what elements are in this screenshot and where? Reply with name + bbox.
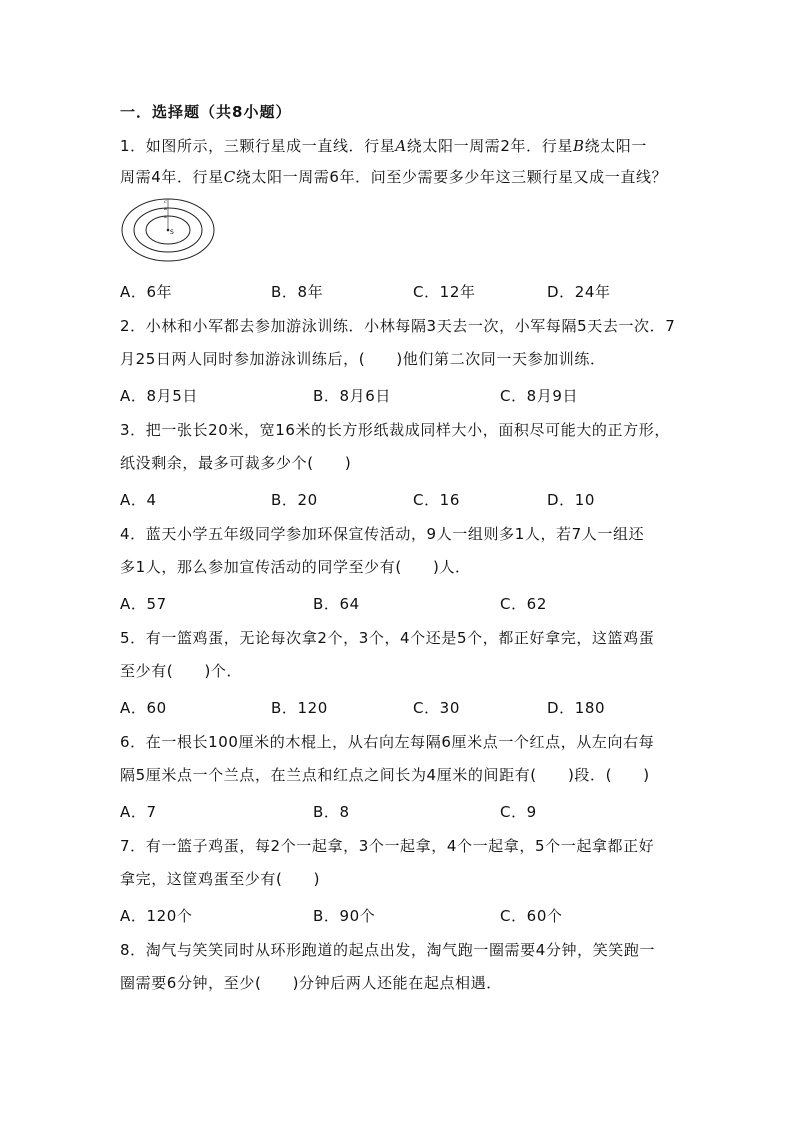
- planet-c-label: C: [223, 168, 236, 186]
- question-1-line-2: [120, 166, 690, 187]
- figure-planet-c-label: C: [164, 199, 168, 204]
- question-7-number: 7．: [120, 837, 146, 855]
- question-8-line-1: [120, 939, 690, 960]
- question-6-option-b: B．8: [313, 803, 350, 821]
- question-1-text: 周需4年．行星: [120, 168, 224, 186]
- question-8-line-2: 圈需要6分钟，至少( )分钟后两人还能在起点相遇．: [120, 974, 502, 992]
- figure-planet-b-label: B: [164, 206, 167, 211]
- question-1-text: 绕太阳一周需2年．行星: [406, 137, 573, 155]
- question-1-option-b: B．8年: [271, 283, 324, 301]
- question-5-option-b: B．120: [271, 699, 328, 717]
- question-1-option-c: C．12年: [413, 283, 476, 301]
- question-3-option-c: C．16: [413, 491, 460, 509]
- planet-a-label: A: [395, 137, 407, 155]
- question-8-number: 8．: [120, 941, 146, 959]
- question-1-text: 绕太阳一周需6年．问至少需要多少年这三颗行星又成一直线？: [235, 168, 668, 186]
- question-2-text: 小林和小军都去参加游泳训练．小林每隔3天去一次，小军每隔5天去一次．7: [145, 317, 676, 335]
- question-7-option-c: C．60个: [500, 907, 563, 925]
- question-5-line-2: 至少有( )个．: [120, 662, 243, 680]
- question-1-option-a: A．6年: [120, 283, 173, 301]
- question-1-option-d: D．24年: [547, 283, 611, 301]
- question-3-number: 3．: [120, 421, 146, 439]
- sun-label: S: [170, 229, 174, 236]
- question-7-option-b: B．90个: [313, 907, 376, 925]
- question-4-line-1: [120, 523, 690, 544]
- question-2-line-1: [120, 315, 690, 336]
- question-6-line-1: [120, 731, 690, 752]
- section-title: 一．选择题（共8小题）: [120, 103, 292, 121]
- question-6-line-2: 隔5厘米点一个兰点，在兰点和红点之间长为4厘米的间距有( )段．( ): [120, 766, 650, 784]
- question-1-text: 如图所示，三颗行星成一直线．行星: [145, 137, 396, 155]
- planet-b-label: B: [572, 137, 585, 155]
- question-3-line-2: 纸没剩余，最多可裁多少个( ): [120, 454, 352, 472]
- planet-orbits-figure: [120, 197, 220, 263]
- question-5-line-1: [120, 627, 690, 648]
- question-4-option-c: C．62: [500, 595, 547, 613]
- question-7-line-1: [120, 835, 690, 856]
- figure-planet-a-label: A: [164, 214, 167, 219]
- question-4-option-a: A．57: [120, 595, 167, 613]
- question-5-option-a: A．60: [120, 699, 167, 717]
- question-1-text: 绕太阳一: [584, 137, 647, 155]
- question-4-line-2: 多1人，那么参加宣传活动的同学至少有( )人．: [120, 558, 471, 576]
- question-2-option-a: A．8月5日: [120, 387, 198, 405]
- question-5-number: 5．: [120, 629, 146, 647]
- sun-dot: [167, 229, 170, 232]
- question-5-text: 有一篮鸡蛋，无论每次拿2个，3个，4个还是5个，都正好拿完，这篮鸡蛋: [145, 629, 655, 647]
- question-7-line-2: 拿完，这筐鸡蛋至少有( ): [120, 870, 321, 888]
- question-7-text: 有一篮子鸡蛋，每2个一起拿，3个一起拿，4个一起拿，5个一起拿都正好: [145, 837, 655, 855]
- question-6-text: 在一根长100厘米的木棍上，从右向左每隔6厘米点一个红点，从左向右每: [145, 733, 655, 751]
- question-6-number: 6．: [120, 733, 146, 751]
- question-3-option-a: A．4: [120, 491, 157, 509]
- question-6-option-a: A．7: [120, 803, 157, 821]
- question-3-option-b: B．20: [271, 491, 318, 509]
- question-1-line-1: [120, 135, 690, 156]
- question-1-number: 1．: [120, 137, 146, 155]
- question-3-line-1: [120, 419, 690, 440]
- question-5-option-d: D．180: [547, 699, 606, 717]
- question-2-line-2: 月25日两人同时参加游泳训练后，( )他们第二次同一天参加训练．: [120, 350, 606, 368]
- question-3-text: 把一张长20米，宽16米的长方形纸裁成同样大小，面积尽可能大的正方形，: [145, 421, 670, 439]
- question-6-option-c: C．9: [500, 803, 537, 821]
- question-4-number: 4．: [120, 525, 146, 543]
- question-4-text: 蓝天小学五年级同学参加环保宣传活动，9人一组则多1人，若7人一组还: [145, 525, 645, 543]
- question-2-option-c: C．8月9日: [500, 387, 579, 405]
- question-8-text: 淘气与笑笑同时从环形跑道的起点出发，淘气跑一圈需要4分钟，笑笑跑一: [145, 941, 656, 959]
- question-3-option-d: D．10: [547, 491, 596, 509]
- question-2-option-b: B．8月6日: [313, 387, 391, 405]
- question-2-number: 2．: [120, 317, 146, 335]
- question-7-option-a: A．120个: [120, 907, 193, 925]
- question-5-option-c: C．30: [413, 699, 460, 717]
- question-4-option-b: B．64: [313, 595, 360, 613]
